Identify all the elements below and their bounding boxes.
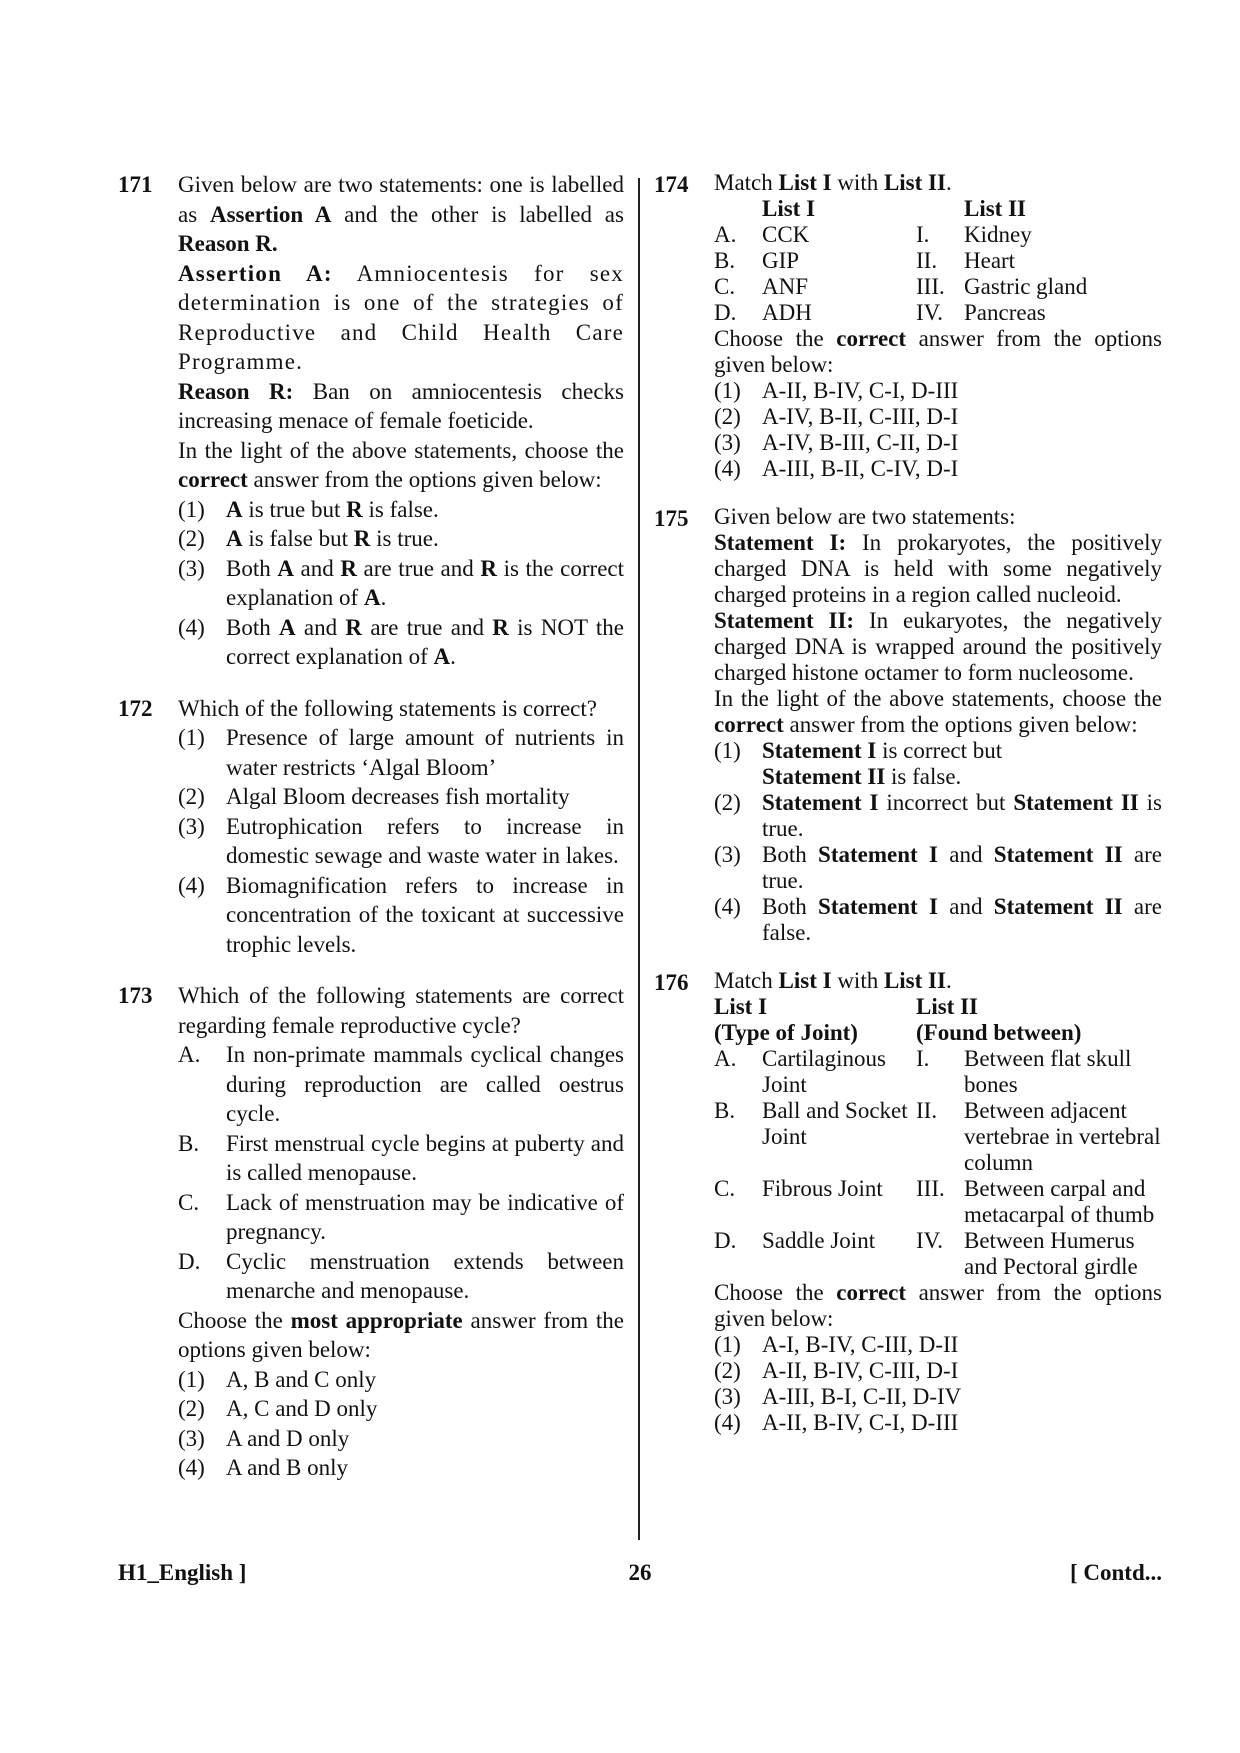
list-2-subheading: (Found between) (916, 1020, 1082, 1045)
question-172 (118, 694, 624, 960)
question-instruction: Choose the most appropriate answer from the options given below: (178, 1307, 624, 1362)
statement-2: Statement II: In eukaryotes, the negatively charged DNA is wrapped around the positively charged histone octamer to form nucleosome. (714, 608, 1162, 685)
match-row: B. Ball and Socket Joint II. Between adjacent vertebrae in vertebral column (714, 1098, 1161, 1175)
continued-note: [ Contd... (1069, 1560, 1162, 1585)
page-number: 26 (628, 1560, 652, 1585)
option-3: (3) Eutrophication refers to increase in domestic sewage and waste water in lakes. (178, 813, 624, 868)
option-4: (4) Both Statement I and Statement II are false. (714, 894, 1163, 945)
option-3: (3) A-IV, B-III, C-II, D-I (714, 430, 959, 455)
option-2: (2) A is false but R is true. (178, 526, 439, 551)
option-3: (3) A and D only (178, 1425, 350, 1451)
assertion-statement: Assertion A: Amniocentesis for sex determination is one of the strategies of Reproductive and Child Health Care Programme. (178, 260, 625, 374)
option-3: (3) A-III, B-I, C-II, D-IV (714, 1384, 962, 1409)
match-row: A. Cartilaginous Joint I. Between flat skull bones (714, 1046, 1132, 1097)
match-row: B. GIP II. Heart (714, 248, 1016, 273)
statement-d: D. Cyclic menstruation extends between menarche and menopause. (178, 1248, 624, 1303)
option-1: (1) A, B and C only (178, 1366, 377, 1392)
match-row: C. ANF III. Gastric gland (714, 274, 1088, 299)
option-4: (4) A and B only (178, 1455, 349, 1480)
option-4: (4) A-II, B-IV, C-I, D-III (714, 1410, 959, 1435)
option-1: (1) Presence of large amount of nutrients in water restricts ‘Algal Bloom’ (178, 725, 624, 780)
question-173 (118, 981, 624, 1483)
question-number: 174 (654, 172, 689, 197)
question-number: 171 (118, 172, 153, 197)
list-1-heading: List I (714, 994, 768, 1019)
option-2: (2) Algal Bloom decreases fish mortality (178, 784, 570, 809)
option-1: (1) Statement I is correct but Statement II is false. (714, 738, 1003, 789)
option-2: (2) A-IV, B-II, C-III, D-I (714, 404, 959, 429)
page-footer (118, 1560, 1162, 1590)
question-intro: Given below are two statements: one is labelled as Assertion A and the other is labelled as Reason R. (178, 172, 624, 256)
reason-statement: Reason R: Ban on amniocentesis checks increasing menace of female foeticide. (178, 378, 624, 433)
question-instruction: Choose the correct answer from the options given below: (714, 326, 1162, 377)
question-174 (654, 170, 1162, 482)
list-2-heading: List II (916, 994, 978, 1019)
option-2: (2) A, C and D only (178, 1396, 378, 1421)
option-4: (4) A-III, B-II, C-IV, D-I (714, 456, 959, 481)
match-row: A. CCK I. Kidney (714, 222, 1032, 247)
question-instruction: In the light of the above statements, choose the correct answer from the options given below: (714, 686, 1162, 737)
match-header (714, 196, 1162, 222)
statement-a: A. In non-primate mammals cyclical changes during reproduction are called oestrus cycle. (178, 1042, 624, 1126)
question-number: 172 (118, 695, 153, 721)
option-4: (4) Both A and R are true and R is NOT the correct explanation of A. (178, 614, 625, 669)
statement-c: C. Lack of menstruation may be indicative of pregnancy. (178, 1189, 624, 1244)
option-2: (2) A-II, B-IV, C-III, D-I (714, 1358, 959, 1383)
match-row: D. ADH IV. Pancreas (714, 300, 1046, 325)
option-1: (1) A-I, B-IV, C-III, D-II (714, 1332, 959, 1357)
question-number: 173 (118, 983, 153, 1008)
match-table (714, 196, 1162, 326)
option-4: (4) Biomagnification refers to increase in concentration of the toxicant at successive trophic levels. (178, 872, 624, 957)
option-2: (2) Statement I incorrect but Statement II is true. (714, 790, 1162, 841)
booklet-code: H1_English ] (118, 1560, 247, 1585)
option-3: (3) Both A and R are true and R is the correct explanation of A. (178, 555, 625, 610)
right-column (654, 170, 1162, 1458)
left-column (118, 170, 624, 1505)
question-instruction: In the light of the above statements, choose the correct answer from the options given below: (178, 437, 624, 492)
match-table (714, 994, 1162, 1280)
list-1-subheading: (Type of Joint) (714, 1020, 858, 1045)
match-row: D. Saddle Joint IV. Between Humerus and Pectoral girdle (714, 1228, 1138, 1279)
question-stem: Which of the following statements is correct? (178, 695, 597, 721)
match-header (714, 994, 1162, 1046)
question-stem: Given below are two statements: (714, 504, 1016, 529)
list-2-heading: List II (964, 196, 1026, 221)
match-row: C. Fibrous Joint III. Between carpal and metacarpal of thumb (714, 1176, 1155, 1227)
question-stem: Match List I with List II. (714, 968, 952, 993)
question-stem: Which of the following statements are correct regarding female reproductive cycle? (178, 983, 624, 1038)
statement-1: Statement I: In prokaryotes, the positively charged DNA is held with some negatively charged proteins in a region called nucleoid. (714, 530, 1162, 607)
question-number: 176 (654, 970, 689, 995)
question-176 (654, 968, 1162, 1436)
option-1: (1) A-II, B-IV, C-I, D-III (714, 378, 959, 403)
question-instruction: Choose the correct answer from the options given below: (714, 1280, 1162, 1331)
question-stem: Match List I with List II. (714, 170, 952, 195)
list-1-heading: List I (762, 196, 816, 221)
question-171 (118, 170, 624, 672)
question-175 (654, 504, 1162, 946)
option-1: (1) A is true but R is false. (178, 496, 439, 522)
column-divider (638, 178, 640, 1540)
question-number: 175 (654, 506, 689, 531)
statement-b: B. First menstrual cycle begins at puberty and is called menopause. (178, 1130, 624, 1185)
option-3: (3) Both Statement I and Statement II are true. (714, 842, 1163, 893)
